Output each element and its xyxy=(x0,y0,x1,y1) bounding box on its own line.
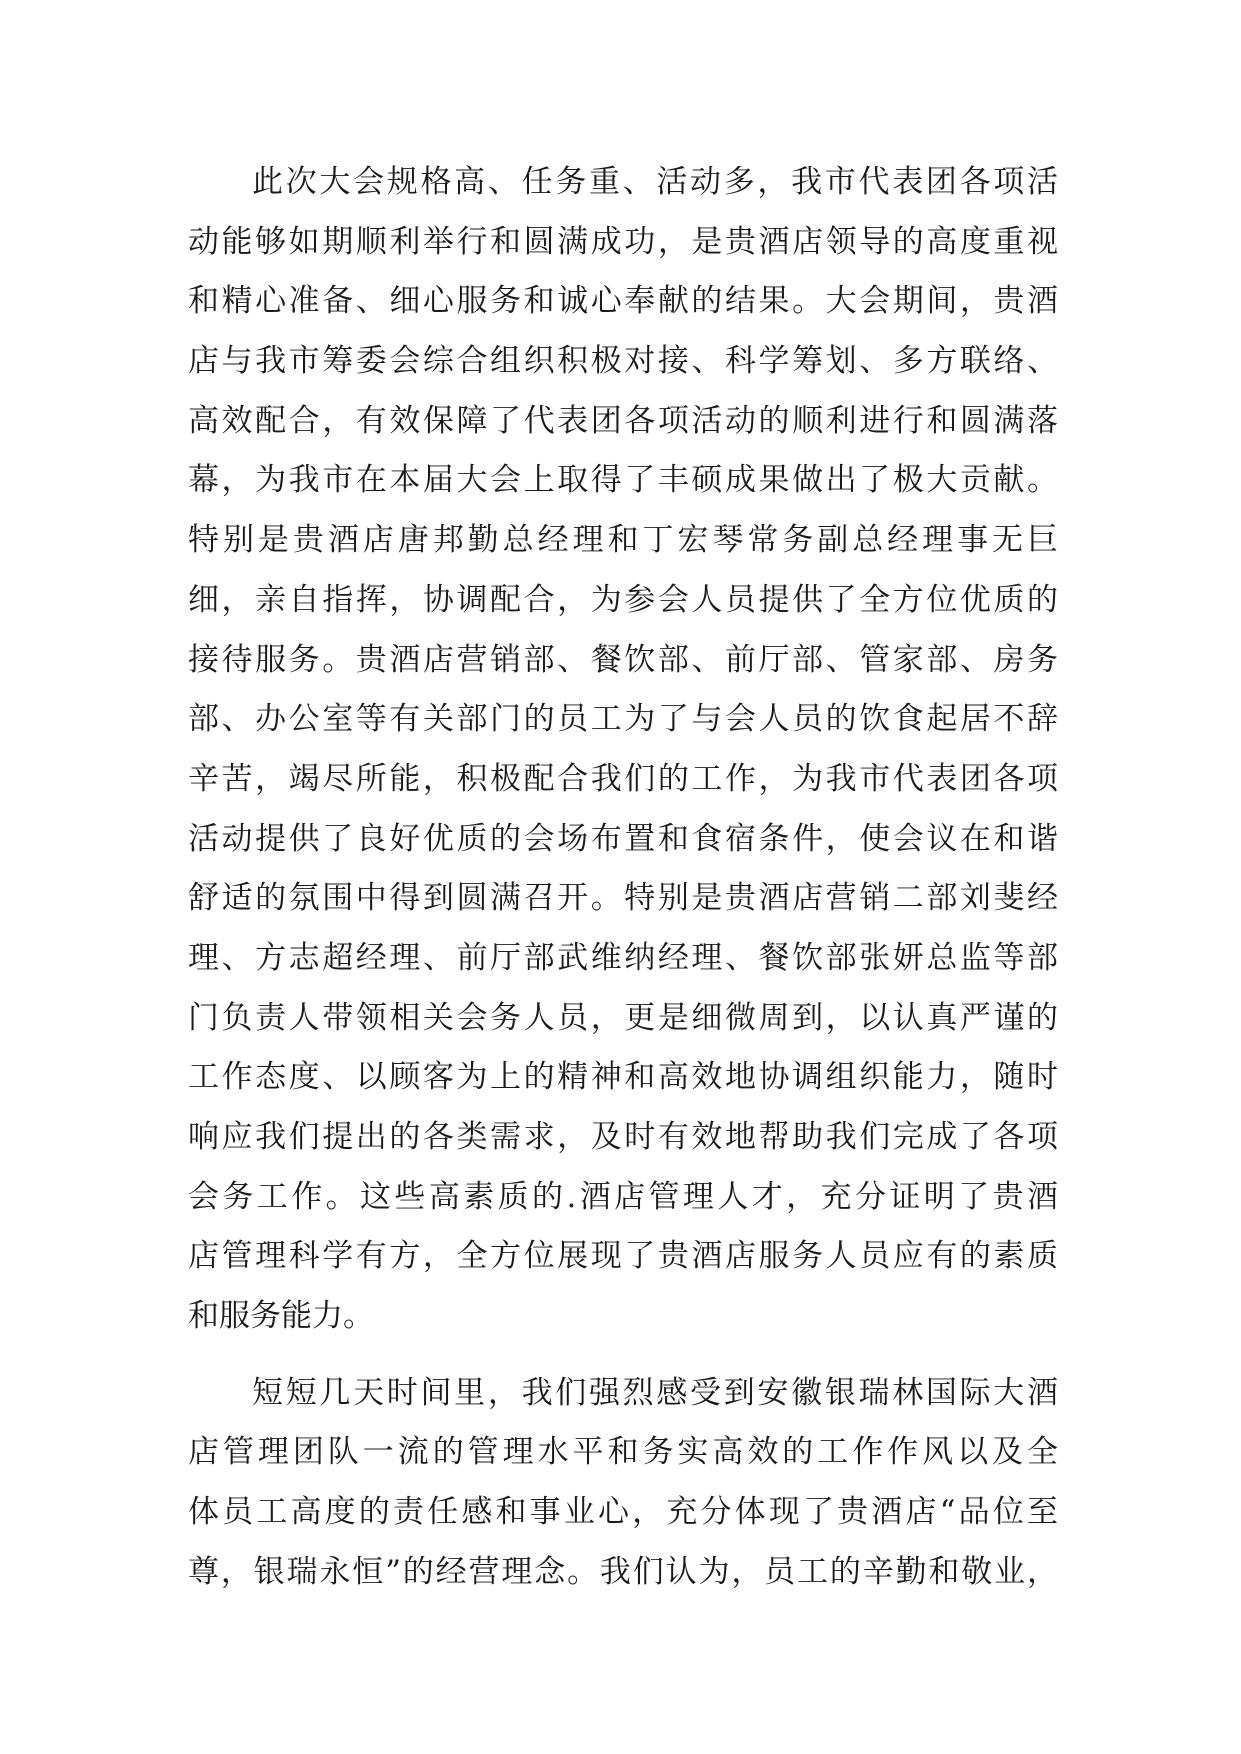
text-line: 店管理科学有方，全方位展现了贵酒店服务人员应有的素质 xyxy=(188,1238,1058,1275)
document-body xyxy=(188,162,1058,1612)
text-line: 部、办公室等有关部门的员工为了与会人员的饮食起居不辞 xyxy=(188,701,1058,738)
text-line: 工作态度、以顾客为上的精神和高效地协调组织能力，随时 xyxy=(188,1059,1058,1096)
text-line: 店管理团队一流的管理水平和务实高效的工作作风以及全 xyxy=(188,1434,1058,1471)
text-line: 店与我市筹委会综合组织积极对接、科学筹划、多方联络、 xyxy=(188,343,1058,380)
text-line: 和精心准备、细心服务和诚心奉献的结果。大会期间，贵酒 xyxy=(188,283,1058,320)
text-line: 舒适的氛围中得到圆满召开。特别是贵酒店营销二部刘斐经 xyxy=(188,880,1058,917)
text-line: 体员工高度的责任感和事业心，充分体现了贵酒店“品位至 xyxy=(188,1494,1058,1531)
text-line: 细，亲自指挥，协调配合，为参会人员提供了全方位优质的 xyxy=(188,581,1058,618)
text-line: 短短几天时间里，我们强烈感受到安徽银瑞林国际大酒 xyxy=(252,1374,1058,1411)
text-line: 接待服务。贵酒店营销部、餐饮部、前厅部、管家部、房务 xyxy=(188,641,1058,678)
text-line: 会务工作。这些高素质的.酒店管理人才，充分证明了贵酒 xyxy=(188,1178,1058,1215)
text-line: 辛苦，竭尽所能，积极配合我们的工作，为我市代表团各项 xyxy=(188,760,1058,797)
text-line: 动能够如期顺利举行和圆满成功，是贵酒店领导的高度重视 xyxy=(188,223,1058,260)
text-line: 门负责人带领相关会务人员，更是细微周到，以认真严谨的 xyxy=(188,999,1058,1036)
text-line: 此次大会规格高、任务重、活动多，我市代表团各项活 xyxy=(252,164,1058,200)
text-line: 高效配合，有效保障了代表团各项活动的顺利进行和圆满落 xyxy=(188,402,1058,439)
text-line: 活动提供了良好优质的会场布置和食宿条件，使会议在和谐 xyxy=(188,820,1058,857)
text-line: 幕，为我市在本届大会上取得了丰硕成果做出了极大贡献。 xyxy=(188,462,1058,499)
text-line: 特别是贵酒店唐邦勤总经理和丁宏琴常务副总经理事无巨 xyxy=(188,522,1058,559)
text-line: 和服务能力。 xyxy=(188,1298,374,1335)
text-line: 理、方志超经理、前厅部武维纳经理、餐饮部张妍总监等部 xyxy=(188,939,1058,976)
text-line: 响应我们提出的各类需求，及时有效地帮助我们完成了各项 xyxy=(188,1119,1058,1155)
text-line: 尊，银瑞永恒”的经营理念。我们认为，员工的辛勤和敬业， xyxy=(188,1553,1058,1590)
